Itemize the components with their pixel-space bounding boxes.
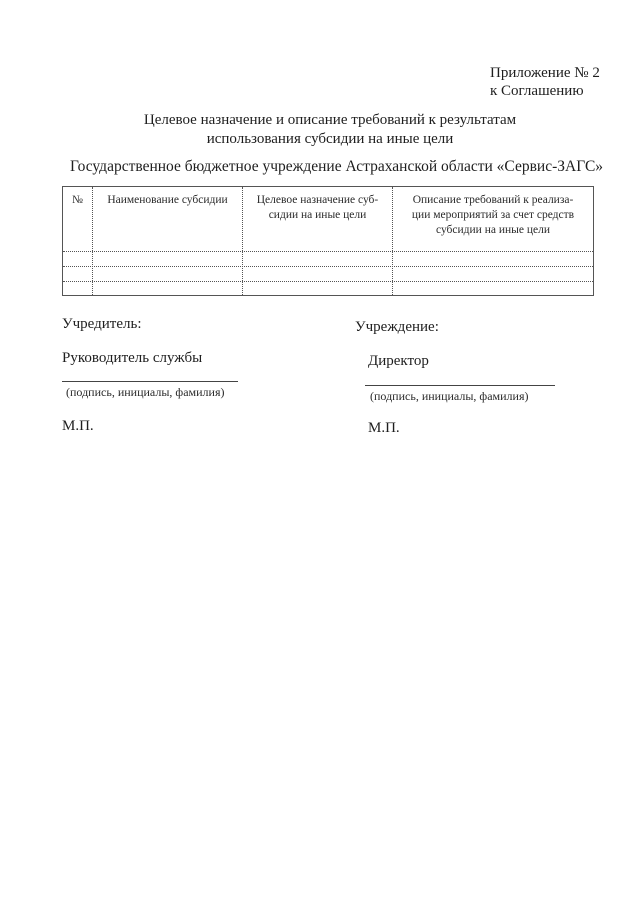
founder-signature-hint: (подпись, инициалы, фамилия) <box>66 385 225 399</box>
table-row-divider <box>63 266 593 267</box>
table-row-divider <box>63 281 593 282</box>
organization-name: Государственное бюджетное учреждение Астраханской области «Сервис-ЗАГС» <box>70 158 604 175</box>
table-header-number: № <box>72 194 83 206</box>
table-header-subsidy-name: Наименование субсидии <box>107 194 228 206</box>
institution-signature-hint: (подпись, инициалы, фамилия) <box>370 389 529 403</box>
document-title-line-1: Целевое назначение и описание требований к результатам <box>143 112 517 128</box>
table-header-purpose: Целевое назначение суб- сидии на иные цели <box>256 194 379 221</box>
founder-heading: Учредитель: <box>62 316 142 332</box>
founder-stamp-place: М.П. <box>62 418 94 434</box>
institution-stamp-place: М.П. <box>368 420 400 436</box>
founder-position: Руководитель службы <box>62 350 203 366</box>
institution-heading: Учреждение: <box>355 319 439 335</box>
document-title-line-2: использования субсидии на иные цели <box>206 131 454 147</box>
appendix-number: Приложение № 2 <box>490 65 600 81</box>
institution-signature-line <box>365 385 555 386</box>
institution-position: Директор <box>368 353 429 369</box>
subsidy-table <box>62 186 594 296</box>
appendix-agreement-ref: к Соглашению <box>490 83 584 99</box>
table-header-requirements: Описание требований к реализа- ции мероприятий за счет средств субсидии на иные цели <box>411 194 575 236</box>
table-row-divider <box>63 251 593 252</box>
founder-signature-line <box>62 381 238 382</box>
